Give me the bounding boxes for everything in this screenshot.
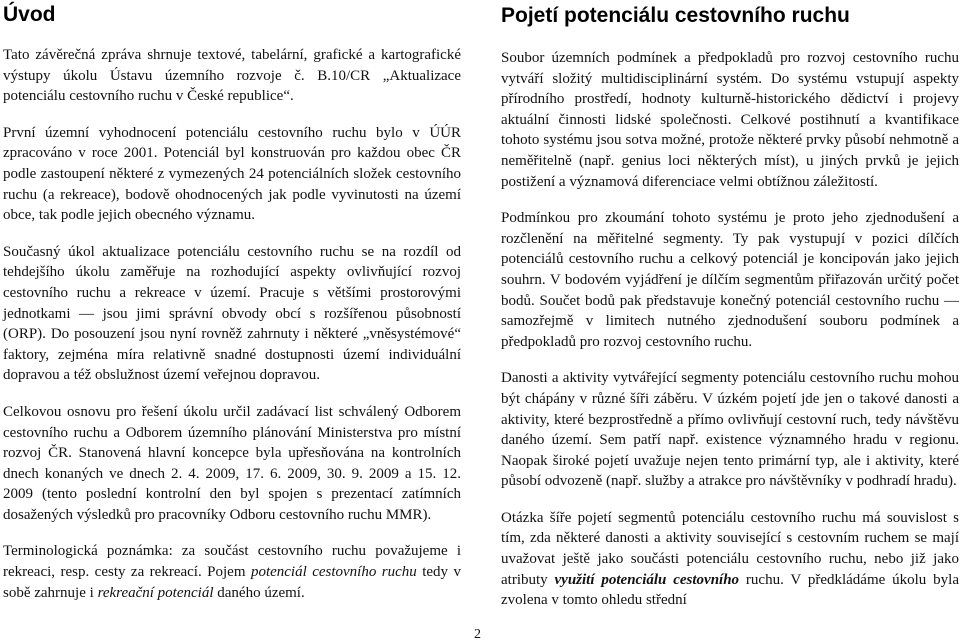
- page-number: 2: [474, 627, 481, 642]
- section-heading-uvod: Úvod: [3, 3, 56, 26]
- paragraph: Tato závěrečná zpráva shrnuje textové, tabelární, grafické a kartografické výstupy úkolu Ústavu územního rozvoje č. B.10/CR „Aktualizace potenciálu cestovního ruchu v České republice“.: [3, 47, 461, 105]
- term-rekreacni-potencial: rekreační potenciál: [97, 584, 214, 601]
- left-column: [3, 0, 461, 619]
- term-vyuziti-potencialu: využití potenciálu cestovního: [554, 571, 740, 588]
- right-column: [501, 0, 959, 627]
- text-run: ruchu. V předkládáme úkolu byla zvolena v tomto ohledu střední: [501, 571, 959, 609]
- text-run: Otázka šíře pojetí segmentů potenciálu cestovního ruchu má souvislost s tím, zda některé danosti a aktivity související s cestovním ruchem se mají uvažovat ještě jako součásti potenciálu cestovního ruchu, nebo již jako atributy: [501, 509, 959, 588]
- paragraph: Současný úkol aktualizace potenciálu cestovního ruchu se na rozdíl od tehdejšího úkolu zaměřuje na rozhodující aspekty ovlivňující rozvoj cestovního ruchu a rekreace v území. Pracuje s většími prostorovými jednotkami — jsou jimi správní obvody obcí s rozšířenou působností (ORP). Do posouzení jsou nyní rovněž zahrnuty i některé „vněsystémové“ faktory, zejména míra relativně snadné dostupnosti území individuální dopravou a též obslužnost území veřejnou dopravou.: [3, 243, 461, 384]
- text-run: Terminologická poznámka: za součást cestovního ruchu považujeme i rekreaci, resp. cesty za rekreací. Pojem: [3, 543, 461, 581]
- text-run: daného území.: [213, 584, 305, 601]
- paragraph: [501, 508, 959, 611]
- paragraph: Danosti a aktivity vytvářející segmenty potenciálu cestovního ruchu mohou být chápány v různé šíři záběru. V úzkém pojetí jde jen o takové danosti a aktivity, které bezprostředně a přímo ovlivňují cestovní ruch, tedy návštěvu daného území. Sem patří např. existence významného hradu v regionu. Naopak široké pojetí uvažuje nejen tento primární typ, ale i aktivity, které působí odvozeně (např. služby a atrakce pro návštěvníky v podhradí hradu).: [501, 370, 959, 490]
- paragraph: Podmínkou pro zkoumání tohoto systému je proto jeho zjednodušení a rozčlenění na měřitelné segmenty. Ty pak vystupují v pozici dílčích potenciálů cestovního ruchu a celkový potenciál je koncipován jako jejich souhrn. V bodovém vyjádření je dílčím segmentům přiřazován určitý počet bodů. Součet bodů pak představuje konečný potenciál cestovního ruchu — samozřejmě v limitech nutného zjednodušení souboru podmínek a předpokladů pro rozvoj cestovního ruchu.: [501, 210, 959, 350]
- paragraph: První územní vyhodnocení potenciálu cestovního ruchu bylo v ÚÚR zpracováno v roce 2001. Potenciál byl konstruován pro každou obec ČR podle zastoupení některé z vymezených 24 potenciálních složek cestovního ruchu (a rekreace), bodově ohodnocených jak podle vyvinutosti na území obce, tak podle jejich obecného významu.: [3, 124, 461, 224]
- term-potencial-cestovniho-ruchu: potenciál cestovního ruchu: [250, 564, 417, 581]
- terminology-note: [3, 541, 461, 603]
- section-heading-pojeti: Pojetí potenciálu cestovního ruchu: [501, 4, 850, 27]
- paragraph: Celkovou osnovu pro řešení úkolu určil zadávací list schválený Odborem cestovního ruchu a Odborem územního plánování Ministerstva pro místní rozvoj ČR. Stanovená hlavní koncepce byla upřesňována na kontrolních dnech konaných ve dnech 2. 4. 2009, 17. 6. 2009, 30. 9. 2009 a 15. 12. 2009 (tento poslední kontrolní den byl spojen s prezentací zatímních dosažených výsledků pro pracovníky Odboru cestovního ruchu MMR).: [3, 403, 461, 523]
- paragraph: Soubor územních podmínek a předpokladů pro rozvoj cestovního ruchu vytváří složitý multidisciplinární systém. Do systému vstupují aspekty přírodního prostředí, hodnoty kulturně-historického dědictví i projevy aktuální činnosti lidské společnosti. Celkové postihnutí a kvantifikace tohoto systému jsou sotva možné, protože některé prvky působí nehmotně a neměřitelně (např. genius loci některých míst), u jiných prvků je jejich postižení a významová diferenciace velmi obtížnou záležitostí.: [501, 50, 959, 190]
- text-run: tedy v sobě zahrnuje i: [3, 564, 461, 601]
